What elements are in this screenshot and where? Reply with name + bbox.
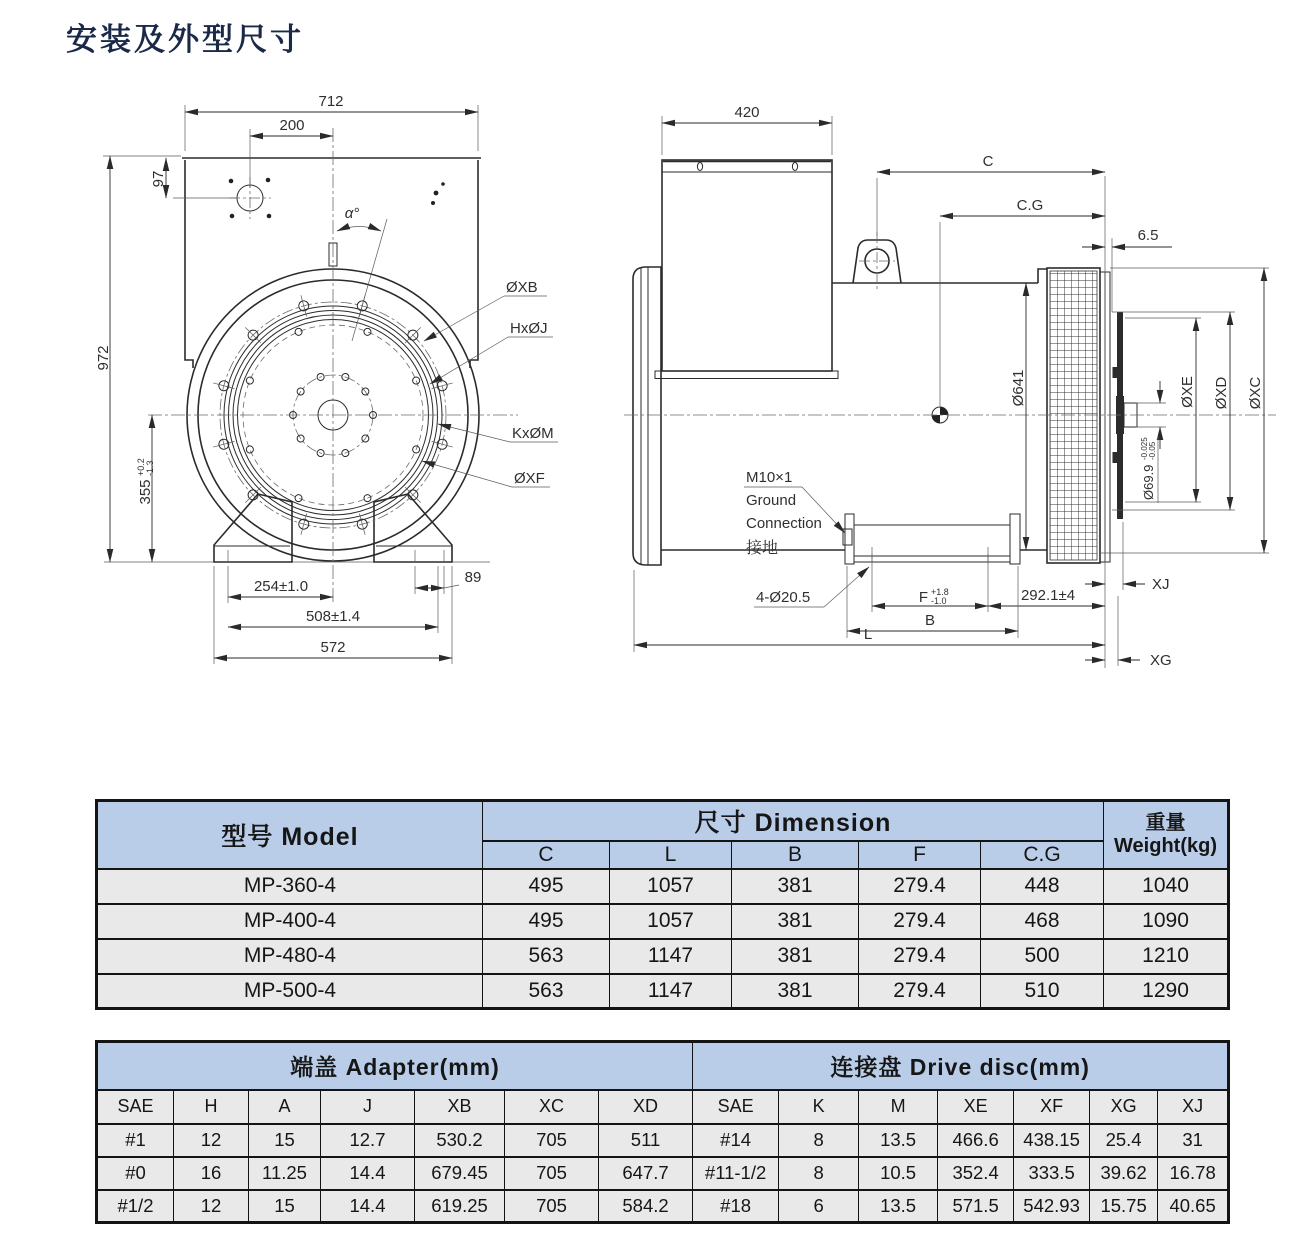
adapter-header-cell: 端盖 Adapter(mm) — [97, 1042, 693, 1090]
frame-outline — [661, 269, 1047, 550]
ground-line2: Ground — [746, 492, 797, 509]
ground-connection-callout — [744, 469, 845, 557]
dim-xe-text: ØXE — [1179, 376, 1196, 408]
table-cell: 8 — [779, 1157, 859, 1190]
table-cell: 571.5 — [938, 1190, 1014, 1223]
alpha-label: α° — [344, 205, 360, 222]
dim-f — [872, 554, 988, 612]
drive-disc — [1113, 312, 1138, 519]
table-row — [97, 974, 1229, 1009]
dim-97 — [150, 158, 236, 198]
table-cell: 1147 — [610, 939, 732, 974]
dim-b-text: B — [924, 612, 936, 629]
table-cell: 12 — [174, 1124, 249, 1157]
col-header: J — [321, 1090, 415, 1124]
dim-xd — [1112, 312, 1235, 510]
table-cell: 14.4 — [321, 1190, 415, 1223]
table-row — [97, 904, 1229, 939]
adapter-drivedisc-table — [95, 1040, 1230, 1224]
table-cell: MP-480-4 — [97, 939, 483, 974]
table-cell: 12.7 — [321, 1124, 415, 1157]
ground-line3: Connection — [746, 515, 822, 532]
ground-terminal — [843, 529, 852, 545]
dim-254-text: 254±1.0 — [253, 578, 309, 595]
col-header: XE — [938, 1090, 1014, 1124]
table-cell: 25.4 — [1090, 1124, 1158, 1157]
model-dimension-table — [95, 799, 1230, 1010]
dim-355-tol-minus: -1.3 — [145, 460, 155, 476]
dim-355-text: 355 — [137, 479, 154, 505]
table-cell: 466.6 — [938, 1124, 1014, 1157]
dim-420 — [662, 104, 832, 155]
dim-699-tol-plus: -0.025 — [1140, 437, 1149, 460]
hole-callout — [754, 567, 869, 607]
dim-641-text: Ø641 — [1010, 369, 1027, 407]
dim-c — [877, 153, 1105, 236]
col-header: H — [174, 1090, 249, 1124]
col-header: XG — [1090, 1090, 1158, 1124]
table-cell: #14 — [693, 1124, 779, 1157]
col-header-l: L — [610, 841, 732, 869]
terminal-box — [655, 160, 838, 379]
dim-xg-text: XG — [1150, 652, 1172, 669]
weight-header-cell — [1104, 801, 1229, 869]
table-cell: 495 — [483, 904, 610, 939]
table-cell: #1/2 — [97, 1190, 174, 1223]
table-cell: 16 — [174, 1157, 249, 1190]
table-cell: 13.5 — [859, 1124, 938, 1157]
weight-cn: 重量 — [1145, 811, 1186, 834]
dim-cg-text: C.G — [1016, 197, 1044, 214]
table-cell: 381 — [732, 939, 859, 974]
dim-xj — [1085, 522, 1170, 593]
dim-65-text: 6.5 — [1137, 227, 1159, 244]
table-cell: 1040 — [1104, 869, 1229, 904]
table-cell: 438.15 — [1014, 1124, 1090, 1157]
dim-xc-text: ØXC — [1247, 376, 1264, 410]
table-cell: 12 — [174, 1190, 249, 1223]
table-cell: 31 — [1158, 1124, 1229, 1157]
dim-712 — [185, 93, 478, 151]
table-cell: 40.65 — [1158, 1190, 1229, 1223]
table-cell: 468 — [981, 904, 1104, 939]
col-header: XB — [415, 1090, 505, 1124]
col-header: M — [859, 1090, 938, 1124]
col-header: K — [779, 1090, 859, 1124]
callout-hj — [430, 320, 553, 384]
table-cell: 1147 — [610, 974, 732, 1009]
col-header-b: B — [732, 841, 859, 869]
table-cell: 584.2 — [599, 1190, 693, 1223]
table-cell: #11-1/2 — [693, 1157, 779, 1190]
table-cell: 381 — [732, 869, 859, 904]
col-header-f: F — [859, 841, 981, 869]
stator-housing — [182, 158, 481, 368]
table-cell: 381 — [732, 904, 859, 939]
dim-972-text: 972 — [95, 345, 112, 371]
table-cell: 530.2 — [415, 1124, 505, 1157]
drive-disc-header-cell: 连接盘 Drive disc(mm) — [693, 1042, 1229, 1090]
table-cell: 16.78 — [1158, 1157, 1229, 1190]
col-header: SAE — [97, 1090, 174, 1124]
dim-572-text: 572 — [320, 639, 346, 656]
dim-l-text: L — [863, 626, 873, 643]
dim-89 — [415, 566, 481, 594]
table-row — [97, 1124, 1229, 1157]
col-header: XF — [1014, 1090, 1090, 1124]
col-header-cg: C.G — [981, 841, 1104, 869]
table-cell: MP-500-4 — [97, 974, 483, 1009]
table-cell: 563 — [483, 939, 610, 974]
label-xf: ØXF — [514, 470, 545, 487]
dim-641 — [1010, 283, 1027, 550]
table-cell: 1057 — [610, 904, 732, 939]
table-cell: 1290 — [1104, 974, 1229, 1009]
table-cell: 6 — [779, 1190, 859, 1223]
ground-line1: M10×1 — [746, 469, 793, 486]
label-km: KxØM — [512, 425, 554, 442]
table-row — [97, 1157, 1229, 1190]
table-cell: 39.62 — [1090, 1157, 1158, 1190]
dim-f-tol-plus: +1.8 — [931, 587, 949, 597]
dim-200 — [250, 117, 333, 188]
screw-dots — [431, 182, 445, 205]
table-row — [97, 1190, 1229, 1223]
page-title: 安装及外型尺寸 — [66, 22, 304, 57]
callout-xf — [422, 461, 550, 487]
col-header: XJ — [1158, 1090, 1229, 1124]
lifting-lug — [853, 232, 901, 290]
label-xb: ØXB — [506, 279, 538, 296]
table-cell: 352.4 — [938, 1157, 1014, 1190]
dimension-header-cell: 尺寸 Dimension — [483, 801, 1104, 841]
dim-712-text: 712 — [318, 93, 344, 110]
table-row — [97, 939, 1229, 974]
table-cell: 279.4 — [859, 904, 981, 939]
table-cell: 279.4 — [859, 974, 981, 1009]
dim-699-text: Ø69.9 — [1141, 464, 1156, 500]
col-header-c: C — [483, 841, 610, 869]
table-cell: 10.5 — [859, 1157, 938, 1190]
table-cell: #1 — [97, 1124, 174, 1157]
front-view — [95, 93, 558, 664]
table-cell: 619.25 — [415, 1190, 505, 1223]
table-cell: 15 — [249, 1190, 321, 1223]
table-cell: #18 — [693, 1190, 779, 1223]
table-cell: 11.25 — [249, 1157, 321, 1190]
table-cell: 705 — [505, 1190, 599, 1223]
air-grille — [1047, 268, 1110, 563]
table-cell: 15 — [249, 1124, 321, 1157]
table-cell: 510 — [981, 974, 1104, 1009]
table-cell: 542.93 — [1014, 1190, 1090, 1223]
dim-xe — [1125, 318, 1201, 502]
dim-508-text: 508±1.4 — [305, 608, 361, 625]
dim-699 — [1136, 381, 1166, 503]
col-header: A — [249, 1090, 321, 1124]
table-cell: 13.5 — [859, 1190, 938, 1223]
dim-355-tol-plus: +0.2 — [136, 458, 146, 476]
dim-c-text: C — [982, 153, 994, 170]
callout-km — [438, 424, 558, 442]
dim-f-tol-minus: -1.0 — [931, 596, 947, 606]
table-cell: 1057 — [610, 869, 732, 904]
table-cell: MP-400-4 — [97, 904, 483, 939]
dim-xg — [1085, 596, 1172, 669]
table-row — [97, 1042, 1229, 1090]
ground-line4: 接地 — [746, 540, 779, 557]
dim-254 — [228, 566, 333, 603]
dim-699-tol-minus: -0.05 — [1148, 441, 1157, 460]
dim-xd-text: ØXD — [1213, 376, 1230, 410]
table-cell: 8 — [779, 1124, 859, 1157]
table-cell: 279.4 — [859, 939, 981, 974]
dim-355 — [136, 415, 155, 562]
table-cell: #0 — [97, 1157, 174, 1190]
dim-l — [634, 570, 1105, 652]
table-cell: 381 — [732, 974, 859, 1009]
dim-292-text: 292.1±4 — [1020, 587, 1076, 604]
table-row — [97, 869, 1229, 904]
table-cell: 448 — [981, 869, 1104, 904]
table-cell: 279.4 — [859, 869, 981, 904]
dim-420-text: 420 — [734, 104, 760, 121]
table-cell: 500 — [981, 939, 1104, 974]
dim-292 — [988, 587, 1105, 606]
table-cell: 495 — [483, 869, 610, 904]
table-cell: 705 — [505, 1157, 599, 1190]
side-view — [624, 104, 1276, 669]
weight-en: Weight(kg) — [1114, 834, 1217, 857]
table-cell: MP-360-4 — [97, 869, 483, 904]
col-header: SAE — [693, 1090, 779, 1124]
table-cell: 705 — [505, 1124, 599, 1157]
table-cell: 647.7 — [599, 1157, 693, 1190]
table-cell: 15.75 — [1090, 1190, 1158, 1223]
col-header: XC — [505, 1090, 599, 1124]
dim-f-text: F — [918, 589, 928, 606]
label-hj: HxØJ — [510, 320, 548, 337]
col-header: XD — [599, 1090, 693, 1124]
table-cell: 1090 — [1104, 904, 1229, 939]
dim-97-text: 97 — [150, 170, 167, 188]
dim-xj-text: XJ — [1152, 576, 1170, 593]
dim-205-text: 4-Ø20.5 — [756, 589, 811, 606]
end-bracket-side — [633, 267, 661, 565]
dim-89-text: 89 — [464, 569, 482, 586]
table-cell: 563 — [483, 974, 610, 1009]
model-header-cell: 型号 Model — [97, 801, 483, 869]
table-row — [97, 1090, 1229, 1124]
dim-200-text: 200 — [279, 117, 305, 134]
table-cell: 511 — [599, 1124, 693, 1157]
table-cell: 14.4 — [321, 1157, 415, 1190]
table-cell: 1210 — [1104, 939, 1229, 974]
base-skid — [843, 514, 1020, 564]
table-cell: 333.5 — [1014, 1157, 1090, 1190]
table-row — [97, 801, 1229, 841]
table-cell: 679.45 — [415, 1157, 505, 1190]
